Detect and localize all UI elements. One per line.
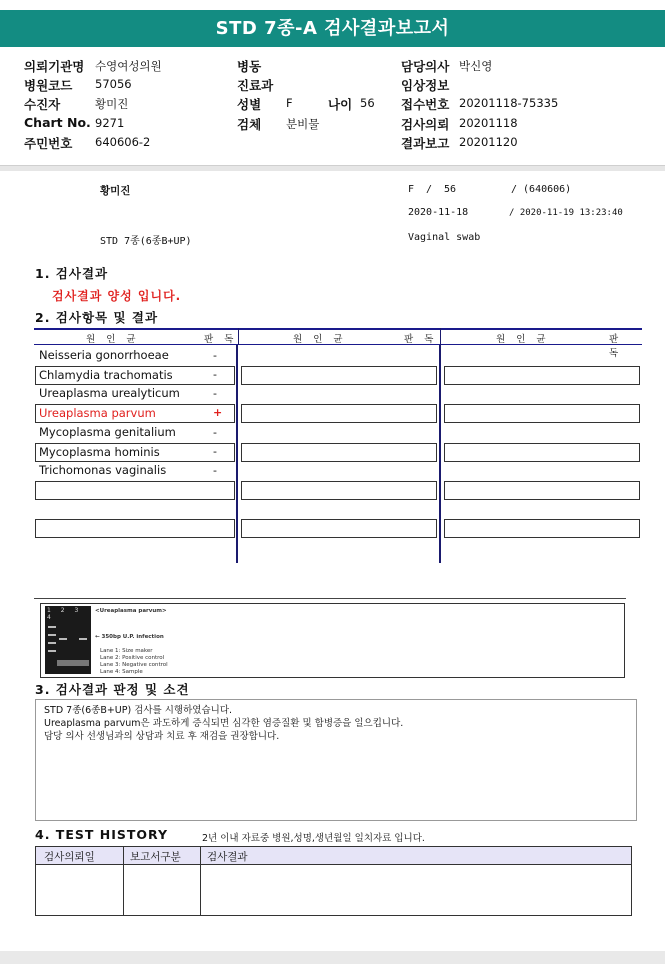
opinion-line: Ureaplasma parvum은 과도하게 증식되면 심각한 염증질환 및 합병증을 일으킵니다. (44, 718, 404, 729)
id-label: 주민번호 (24, 136, 73, 151)
summary-name: 황미진 (100, 185, 131, 197)
gel-band (48, 642, 56, 644)
empty-cell (444, 404, 640, 423)
header-divider (440, 328, 441, 345)
age-value: 56 (360, 96, 375, 110)
empty-cell (444, 481, 640, 500)
organism-row: Ureaplasma urealyticum (39, 386, 180, 400)
history-note: 2년 이내 자료중 병원,성명,생년월일 일치자료 입니다. (202, 833, 425, 844)
history-table (35, 846, 632, 916)
empty-cell (444, 443, 640, 462)
report-title: STD 7종-A 검사결과보고서 (0, 10, 665, 47)
gel-band (79, 638, 87, 640)
empty-cell (241, 366, 437, 385)
section-1-heading: 1. 검사결과 (35, 266, 109, 281)
empty-cell (241, 443, 437, 462)
empty-cell (444, 366, 640, 385)
history-col-request-date: 검사의뢰일 (44, 851, 95, 863)
id-value: 640606-2 (95, 135, 151, 149)
history-col-divider (200, 847, 201, 915)
summary-sex: F (408, 184, 415, 195)
summary-age: 56 (444, 184, 457, 195)
hospital-value: 수영여성의원 (95, 59, 162, 73)
gel-title: <Ureaplasma parvum> (95, 608, 167, 614)
empty-cell (444, 519, 640, 538)
specimen-value: 분비물 (286, 117, 320, 131)
col-result-2: 판 독 (404, 334, 438, 345)
organism-result: - (213, 445, 217, 458)
gel-band (59, 638, 67, 640)
doctor-value: 박신영 (459, 59, 493, 73)
gel-legend: Lane 1: Size maker Lane 2: Positive control Lane 3: Negative control Lane 4: Sample (100, 648, 168, 675)
gel-lane-numbers: 1 2 3 4 (47, 607, 83, 621)
organism-result: - (213, 368, 217, 381)
col-organism-1: 원 인 균 (86, 334, 140, 345)
report-label: 결과보고 (401, 136, 450, 151)
col-result-3: 판 독 (609, 334, 623, 359)
history-table-header (36, 847, 631, 865)
empty-cell (241, 481, 437, 500)
organism-row: Mycoplasma hominis (35, 443, 235, 462)
doctor-label: 담당의사 (401, 59, 450, 74)
chart-value: 9271 (95, 116, 125, 130)
history-col-result: 검사결과 (207, 851, 248, 863)
sex-label: 성별 (237, 97, 262, 112)
section-2-heading: 2. 검사항목 및 결과 (35, 310, 159, 325)
column-divider (236, 345, 238, 563)
col-result-1: 판 독 (204, 334, 238, 345)
hospital-label: 의뢰기관명 (24, 59, 85, 74)
age-label: 나이 (328, 97, 353, 112)
page-footer-band (0, 951, 665, 964)
organism-result: - (213, 349, 217, 362)
clinical-label: 임상정보 (401, 78, 450, 93)
gel-band (48, 634, 56, 636)
empty-cell (241, 404, 437, 423)
col-organism-2: 원 인 균 (293, 334, 347, 345)
summary-request-date: 2020-11-18 (408, 207, 469, 218)
patient-label: 수진자 (24, 97, 61, 112)
request-value: 20201118 (459, 116, 518, 130)
gel-band (57, 660, 89, 666)
gel-arrow-label: ← 350bp U.P. infection (95, 634, 164, 640)
col-organism-3: 원 인 균 (496, 334, 550, 345)
summary-report-datetime: / 2020-11-19 13:23:40 (509, 208, 623, 218)
organism-row: Chlamydia trachomatis (35, 366, 235, 385)
report-value: 20201120 (459, 135, 518, 149)
section-3-heading: 3. 검사결과 판정 및 소견 (35, 682, 190, 697)
positive-message: 검사결과 양성 입니다. (52, 289, 182, 303)
header-divider (238, 328, 239, 345)
organism-result: - (213, 426, 217, 439)
empty-cell (241, 519, 437, 538)
chart-label: Chart No. (24, 115, 91, 130)
receipt-label: 접수번호 (401, 97, 450, 112)
organism-row: Mycoplasma genitalium (39, 425, 176, 439)
ward-label: 병동 (237, 59, 262, 74)
gel-separator (34, 598, 626, 599)
organism-row: Trichomonas vaginalis (39, 463, 167, 477)
history-col-report-type: 보고서구분 (130, 851, 181, 863)
section-4-heading: 4. TEST HISTORY (35, 827, 169, 842)
section-divider (0, 165, 665, 171)
specimen-label: 검체 (237, 117, 262, 132)
summary-slash: / (426, 184, 433, 195)
summary-specimen: Vaginal swab (408, 232, 481, 243)
dept-label: 진료과 (237, 78, 274, 93)
opinion-line: 담당 의사 선생님과의 상담과 치료 후 재검을 권장합니다. (44, 731, 280, 742)
request-label: 검사의뢰 (401, 117, 450, 132)
empty-row (35, 519, 235, 538)
organism-result: - (213, 464, 217, 477)
opinion-box (35, 699, 637, 821)
column-divider (439, 345, 441, 563)
summary-dob: / (640606) (511, 184, 572, 195)
gel-band (48, 626, 56, 628)
history-col-divider (123, 847, 124, 915)
organism-result-positive: + (213, 406, 223, 419)
sex-value: F (286, 96, 293, 110)
organism-row: Neisseria gonorrhoeae (39, 348, 169, 362)
organism-result: - (213, 387, 217, 400)
gel-electrophoresis-image (45, 606, 91, 674)
receipt-value: 20201118-75335 (459, 96, 559, 110)
opinion-line: STD 7종(6종B+UP) 검사를 시행하였습니다. (44, 705, 233, 716)
summary-test: STD 7종(6종B+UP) (100, 236, 192, 247)
code-label: 병원코드 (24, 78, 73, 93)
patient-value: 황미진 (95, 97, 129, 111)
organism-row-positive: Ureaplasma parvum (35, 404, 235, 423)
code-value: 57056 (95, 77, 132, 91)
empty-row (35, 481, 235, 500)
gel-band (48, 650, 56, 652)
